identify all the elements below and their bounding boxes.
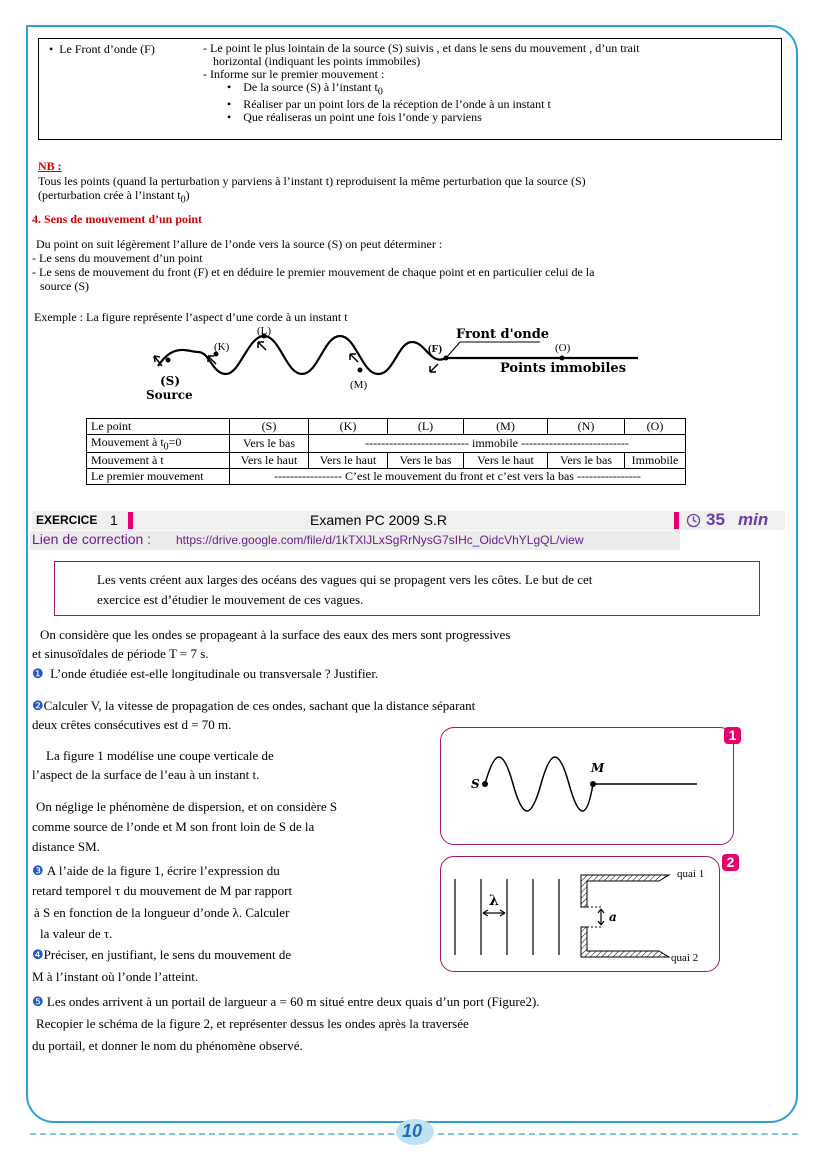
subscript: 0	[180, 194, 186, 206]
front-description	[203, 42, 778, 124]
question-4	[32, 946, 291, 964]
nb-line2	[38, 188, 586, 207]
correction-bar	[30, 531, 680, 550]
bullet-4: ❹	[32, 947, 44, 962]
body-p1a: On considère que les ondes se propageant à la surface des eaux des mers sont progressives	[40, 627, 511, 642]
figure2-quai2: quai 2	[671, 952, 699, 964]
front-definition-box	[38, 38, 782, 140]
question-2	[32, 697, 475, 715]
question-1-text: L’onde étudiée est-elle longitudinale ou transversale ? Justifier.	[50, 666, 379, 681]
table-header-cell: (N)	[548, 419, 625, 435]
table-header-cell: (K)	[309, 419, 388, 435]
front-bullet-2: • Réaliser par un point lors de la réception de l’onde à un instant t	[227, 97, 551, 112]
table-header-cell: (O)	[625, 419, 686, 435]
bullet-1: ❶	[32, 666, 44, 681]
table-cell: Vers le haut	[464, 453, 548, 469]
front-bullet-3-text: Que réaliseras un point une fois l’onde y parviens	[243, 110, 482, 125]
point-s	[166, 358, 171, 363]
subscript: 0	[377, 86, 383, 98]
intro-line2: exercice est d’étudier le mouvement de ces vagues.	[97, 592, 364, 607]
table-cell: Vers le bas	[548, 453, 625, 469]
section-4-p3: - Le sens de mouvement du front (F) et en déduire le premier mouvement de chaque point et en particulier celui de la	[32, 265, 595, 279]
table-label-cell	[87, 435, 230, 453]
table-header-cell: (L)	[388, 419, 464, 435]
section-4-p2: - Le sens du mouvement d’un point	[32, 251, 203, 265]
question-3-text: A l’aide de la figure 1, écrire l’expression du	[46, 863, 280, 878]
correction-link[interactable]: https://drive.google.com/file/d/1kTXlJLxSgRrNysG7sIHc_OidcVhYLgQL/view	[176, 533, 584, 547]
front-onde-label: Front d'onde	[456, 327, 550, 342]
question-3-line3: à S en fonction de la longueur d’onde λ. Calculer	[34, 905, 290, 920]
figure2-lambda: λ	[489, 893, 499, 909]
table-header-cell: (S)	[230, 419, 309, 435]
front-bullet-1-text: De la source (S) à l’instant t	[243, 80, 378, 94]
bullet-3: ❸	[32, 863, 44, 878]
front-pointer	[446, 342, 460, 358]
dispersion-line1: On néglige le phénomène de dispersion, et on considère S	[36, 799, 338, 814]
subscript: 0	[163, 441, 169, 453]
label-l: (L)	[257, 325, 272, 337]
example-caption: Exemple : La figure représente l’aspect d’une corde à un instant t	[34, 310, 348, 324]
arrow-m	[350, 354, 358, 362]
table-cell: Vers le haut	[230, 453, 309, 469]
intro-line1: Les vents créent aux larges des océans des vagues qui se propagent vers les côtes. Le but de cet	[97, 572, 593, 587]
figure-2-badge: 2	[722, 854, 739, 871]
nb-line1: Tous les points (quand la perturbation y parviens à l’instant t) reproduisent la même perturbation que la source (S)	[38, 174, 586, 188]
exercise-accent-right	[674, 512, 679, 529]
figure2-a: a	[609, 910, 617, 924]
intro-box	[54, 561, 760, 616]
front-bullet-1: • De la source (S) à l’instant $t_0$	[227, 80, 383, 98]
table-cell: Vers le bas	[230, 435, 309, 453]
table-header-cell: Le point	[87, 419, 230, 435]
figure1-desc-a: La figure 1 modélise une coupe verticale de	[46, 748, 274, 763]
exercise-header	[32, 511, 785, 530]
rope-figure	[140, 322, 640, 406]
front-label-item	[49, 42, 155, 57]
figure-2-port	[441, 857, 719, 971]
front-desc-line2: - Informe sur le premier mouvement :	[203, 67, 385, 81]
bullet-2: ❷	[32, 698, 44, 713]
body-p1b: et sinusoïdales de période T = 7 s.	[32, 646, 209, 661]
figure2-quai1: quai 1	[677, 868, 705, 880]
figure-1-badge: 1	[724, 727, 741, 744]
nb-line2-text: (perturbation crée à l’instant t	[38, 188, 181, 202]
nb-title: NB :	[38, 159, 62, 173]
dispersion-line3: distance SM.	[32, 839, 100, 854]
question-3-line4: la valeur de τ.	[40, 926, 113, 941]
page-number-badge	[396, 1119, 434, 1145]
footer-line-left	[30, 1133, 394, 1135]
table-cell: -------------------------- immobile ---------------------------	[309, 435, 686, 453]
question-2-line2: deux crêtes consécutives est d = 70 m.	[32, 717, 232, 732]
exercise-label-text: EXERCICE	[36, 513, 98, 527]
table-label-cell: Mouvement à t	[87, 453, 230, 469]
question-5-text: Les ondes arrivent à un portail de largueur a = 60 m situé entre deux quais d’un port (Figure2).	[46, 994, 540, 1009]
table-header-cell: (M)	[464, 419, 548, 435]
intro-text	[97, 570, 747, 610]
table-row	[87, 419, 686, 435]
front-bullet-2-text: Réaliser par un point lors de la réception de l’onde à un instant t	[243, 97, 551, 112]
question-1	[32, 665, 378, 683]
exercise-time: 35	[706, 510, 725, 529]
figure-1	[440, 727, 734, 845]
label-f: (F)	[428, 343, 443, 355]
front-label: Le Front d’onde (F)	[59, 42, 155, 56]
point-o	[560, 356, 565, 361]
question-5	[32, 993, 540, 1011]
arrow-l	[258, 342, 266, 350]
figure1-label-s: S	[471, 777, 480, 791]
row-t0-label: Mouvement à t	[91, 435, 164, 449]
front-bullet-3: • Que réaliseras un point une fois l’onde y parviens	[227, 110, 482, 125]
clock-icon	[686, 513, 701, 528]
section-4-p1: Du point on suit légèrement l’allure de l’onde vers la source (S) on peut déterminer :	[36, 237, 443, 251]
exercise-number: 1	[110, 512, 118, 528]
table-cell: ----------------- C’est le mouvement du front et c’est vers la bas ----------------	[230, 469, 686, 485]
label-s: (S)	[160, 374, 181, 388]
label-k: (K)	[214, 341, 230, 353]
question-5-line3: du portail, et donner le nom du phénomène observé.	[32, 1038, 303, 1053]
label-o: (O)	[555, 342, 571, 354]
movement-table	[86, 418, 686, 485]
point-m	[358, 368, 363, 373]
section-4-p3b: source (S)	[40, 279, 89, 293]
nb-text	[38, 174, 586, 207]
exercise-time-unit: min	[738, 510, 769, 529]
bullet-dot: •	[49, 42, 54, 56]
figure1-desc-b: l’aspect de la surface de l’eau à un instant t.	[32, 767, 260, 782]
table-cell: Vers le haut	[309, 453, 388, 469]
section-4-text	[32, 237, 772, 293]
table-row	[87, 469, 686, 485]
bullet-5: ❺	[32, 994, 44, 1009]
table-label-cell: Le premier mouvement	[87, 469, 230, 485]
row-t0-eq: =0	[168, 435, 182, 449]
question-3-line2: retard temporel τ du mouvement de M par rapport	[32, 883, 293, 898]
nb-line2-end: )	[185, 188, 190, 202]
arrow-f	[430, 364, 438, 372]
question-5-line2: Recopier le schéma de la figure 2, et représenter dessus les ondes après la traversée	[36, 1016, 469, 1031]
front-desc-line1: - Le point le plus lointain de la source (S) suivis , et dans le sens du mouvement , d’un trait	[203, 41, 640, 55]
label-source: Source	[146, 388, 193, 402]
dispersion-line2: comme source de l’onde et M son front loin de S de la	[32, 819, 315, 834]
figure-2	[440, 856, 720, 972]
table-row	[87, 453, 686, 469]
figure-1-wave	[441, 728, 733, 844]
question-2-text: Calculer V, la vitesse de propagation de ces ondes, sachant que la distance séparant	[43, 698, 476, 713]
exercise-accent-left	[128, 512, 133, 529]
table-cell: Vers le bas	[388, 453, 464, 469]
footer-line-right	[438, 1133, 798, 1135]
exercise-label	[36, 513, 97, 527]
front-desc-line1b: horizontal (indiquant les points immobiles)	[213, 54, 421, 68]
exercise-title: Examen PC 2009 S.R	[310, 512, 447, 528]
page-number: 10	[402, 1121, 423, 1141]
question-4-text: Préciser, en justifiant, le sens du mouvement de	[43, 947, 292, 962]
figure1-label-m: M	[591, 761, 605, 775]
question-3	[32, 862, 280, 880]
label-m: (M)	[350, 379, 368, 391]
table-cell: Immobile	[625, 453, 686, 469]
points-immobiles-label: Points immobiles	[500, 361, 627, 376]
point-f	[444, 356, 449, 361]
question-4-line2: M à l’instant où l’onde l’atteint.	[32, 969, 199, 984]
section-4-title: 4. Sens de mouvement d’un point	[32, 212, 203, 226]
table-row	[87, 435, 686, 453]
correction-label: Lien de correction :	[32, 531, 152, 547]
